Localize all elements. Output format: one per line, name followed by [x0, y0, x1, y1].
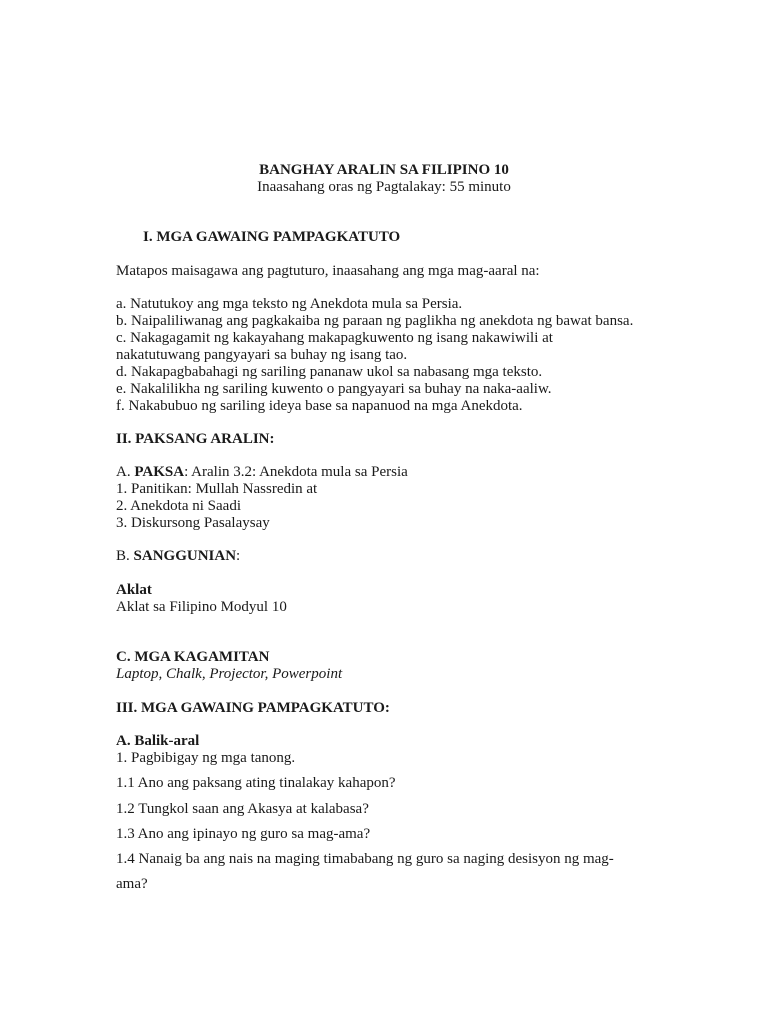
document-subtitle: Inaasahang oras ng Pagtalakay: 55 minuto	[257, 179, 511, 195]
aklat-label: Aklat	[116, 582, 152, 598]
balik-aral-line: 1.3 Ano ang ipinayo ng guro sa mag-ama?	[116, 826, 371, 842]
balik-aral-line: 1.1 Ano ang paksang ating tinalakay kahapon?	[116, 775, 396, 791]
sanggunian-prefix: B.	[116, 548, 134, 564]
kagamitan-value: Laptop, Chalk, Projector, Powerpoint	[116, 666, 343, 682]
paksa-item: 2. Anekdota ni Saadi	[116, 498, 241, 514]
balik-aral-line: ama?	[116, 876, 148, 892]
objective-line: c. Nakagagamit ng kakayahang makapagkuwento ng isang nakawiwili at	[116, 330, 553, 346]
paksa-prefix: A.	[116, 464, 135, 480]
objective-line: e. Nakalilikha ng sariling kuwento o pangyayari sa buhay na naka-aaliw.	[116, 381, 552, 397]
kagamitan-heading: C. MGA KAGAMITAN	[116, 649, 270, 665]
objective-line: b. Naipaliliwanag ang pagkakaiba ng paraan ng paglikha ng anekdota ng bawat bansa.	[116, 313, 634, 329]
section-1-intro: Matapos maisagawa ang pagtuturo, inaasahang ang mga mag-aaral na:	[116, 263, 540, 279]
objective-line: a. Natutukoy ang mga teksto ng Anekdota mula sa Persia.	[116, 296, 463, 312]
balik-aral-line: 1.4 Nanaig ba ang nais na maging timababang ng guro sa naging desisyon ng mag-	[116, 851, 614, 867]
paksa-label: PAKSA	[134, 464, 185, 480]
section-2-heading: II. PAKSANG ARALIN:	[116, 431, 275, 447]
paksa-item: 3. Diskursong Pasalaysay	[116, 515, 270, 531]
objective-line: d. Nakapagbabahagi ng sariling pananaw ukol sa nabasang mga teksto.	[116, 364, 543, 380]
sanggunian-line	[116, 548, 240, 565]
sanggunian-label: SANGGUNIAN	[133, 548, 237, 564]
paksa-value: : Aralin 3.2: Anekdota mula sa Persia	[184, 464, 408, 480]
objective-line: f. Nakabubuo ng sariling ideya base sa napanuod na mga Anekdota.	[116, 398, 523, 414]
objective-line: nakatutuwang pangyayari sa buhay ng isang tao.	[116, 347, 408, 363]
balik-aral-line: 1.2 Tungkol saan ang Akasya at kalabasa?	[116, 801, 369, 817]
aklat-value: Aklat sa Filipino Modyul 10	[116, 599, 287, 615]
paksa-line	[116, 464, 408, 481]
section-3-heading: III. MGA GAWAING PAMPAGKATUTO:	[116, 700, 390, 716]
paksa-item: 1. Panitikan: Mullah Nassredin at	[116, 481, 318, 497]
balik-aral-label: A. Balik-aral	[116, 733, 200, 749]
section-1-heading: I. MGA GAWAING PAMPAGKATUTO	[143, 229, 401, 245]
document-title: BANGHAY ARALIN SA FILIPINO 10	[259, 162, 509, 178]
sanggunian-suffix: :	[236, 548, 241, 564]
balik-aral-line: 1. Pagbibigay ng mga tanong.	[116, 750, 296, 766]
